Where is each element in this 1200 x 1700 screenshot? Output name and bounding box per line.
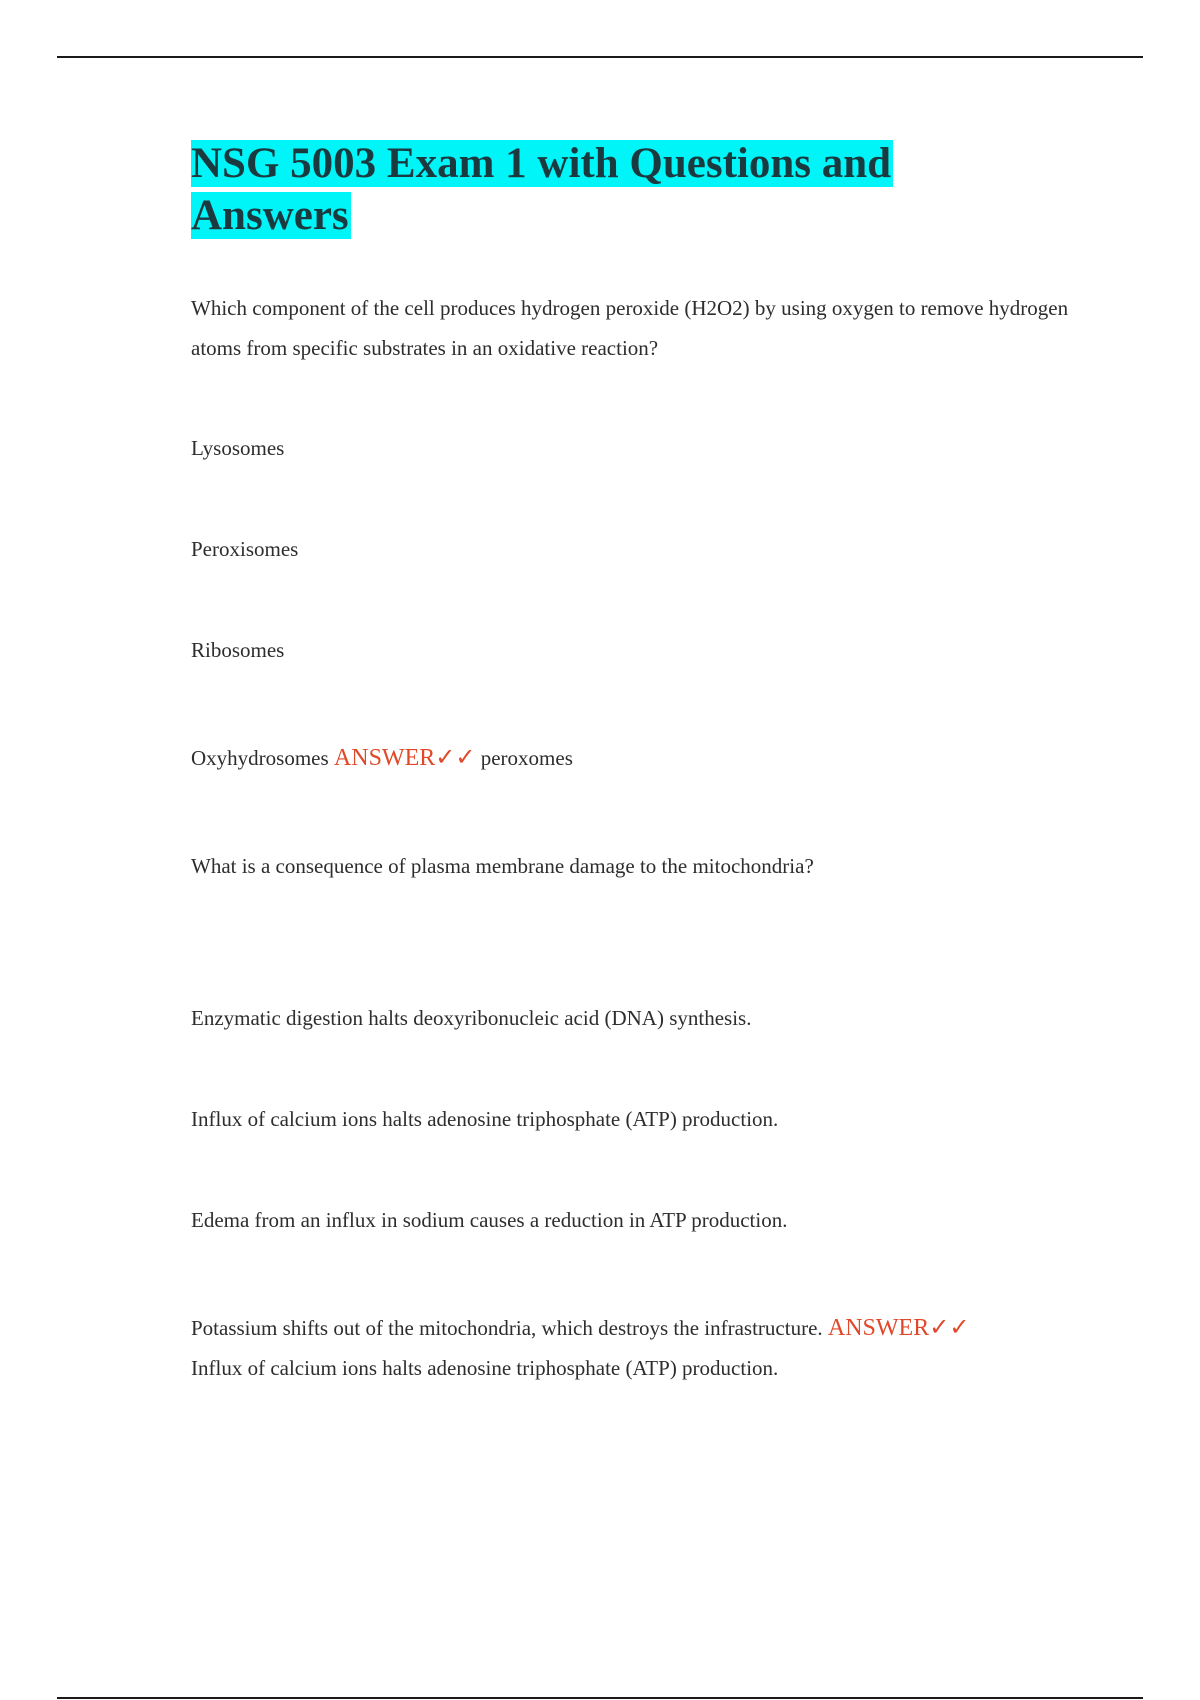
- question-2-option-4: Potassium shifts out of the mitochondria, which destroys the infrastructure.: [191, 1316, 823, 1340]
- question-1-answer-text: peroxomes: [480, 746, 573, 770]
- top-rule: [57, 56, 1143, 58]
- document-body: [191, 138, 1071, 1380]
- question-1-text: Which component of the cell produces hydrogen peroxide (H2O2) by using oxygen to remove hydrogen atoms from specific substrates in an oxidative reaction?: [191, 296, 1069, 360]
- question-2-option-1: Enzymatic digestion halts deoxyribonucleic acid (DNA) synthesis.: [191, 1006, 752, 1030]
- question-2-option-4-with-answer: [191, 1308, 1071, 1388]
- question-1-option-4: Oxyhydrosomes: [191, 746, 329, 770]
- document-title: [191, 138, 951, 242]
- question-1-option-2: Peroxisomes: [191, 537, 299, 561]
- question-2-answer-text: Influx of calcium ions halts adenosine triphosphate (ATP) production.: [191, 1356, 779, 1380]
- question-1-answer-label: ANSWER✓✓: [333, 745, 476, 771]
- question-1-option-4-with-answer: [191, 738, 1071, 778]
- question-2-text: What is a consequence of plasma membrane damage to the mitochondria?: [191, 854, 814, 878]
- question-1-option-3: Ribosomes: [191, 638, 285, 662]
- question-2-option-2: Influx of calcium ions halts adenosine triphosphate (ATP) production.: [191, 1107, 779, 1131]
- bottom-rule: [57, 1697, 1143, 1699]
- title-highlight: NSG 5003 Exam 1 with Questions and Answers: [191, 140, 892, 239]
- question-2-answer-label: ANSWER✓✓: [827, 1315, 970, 1341]
- question-1-option-1: Lysosomes: [191, 436, 285, 460]
- question-2-option-3: Edema from an influx in sodium causes a reduction in ATP production.: [191, 1208, 788, 1232]
